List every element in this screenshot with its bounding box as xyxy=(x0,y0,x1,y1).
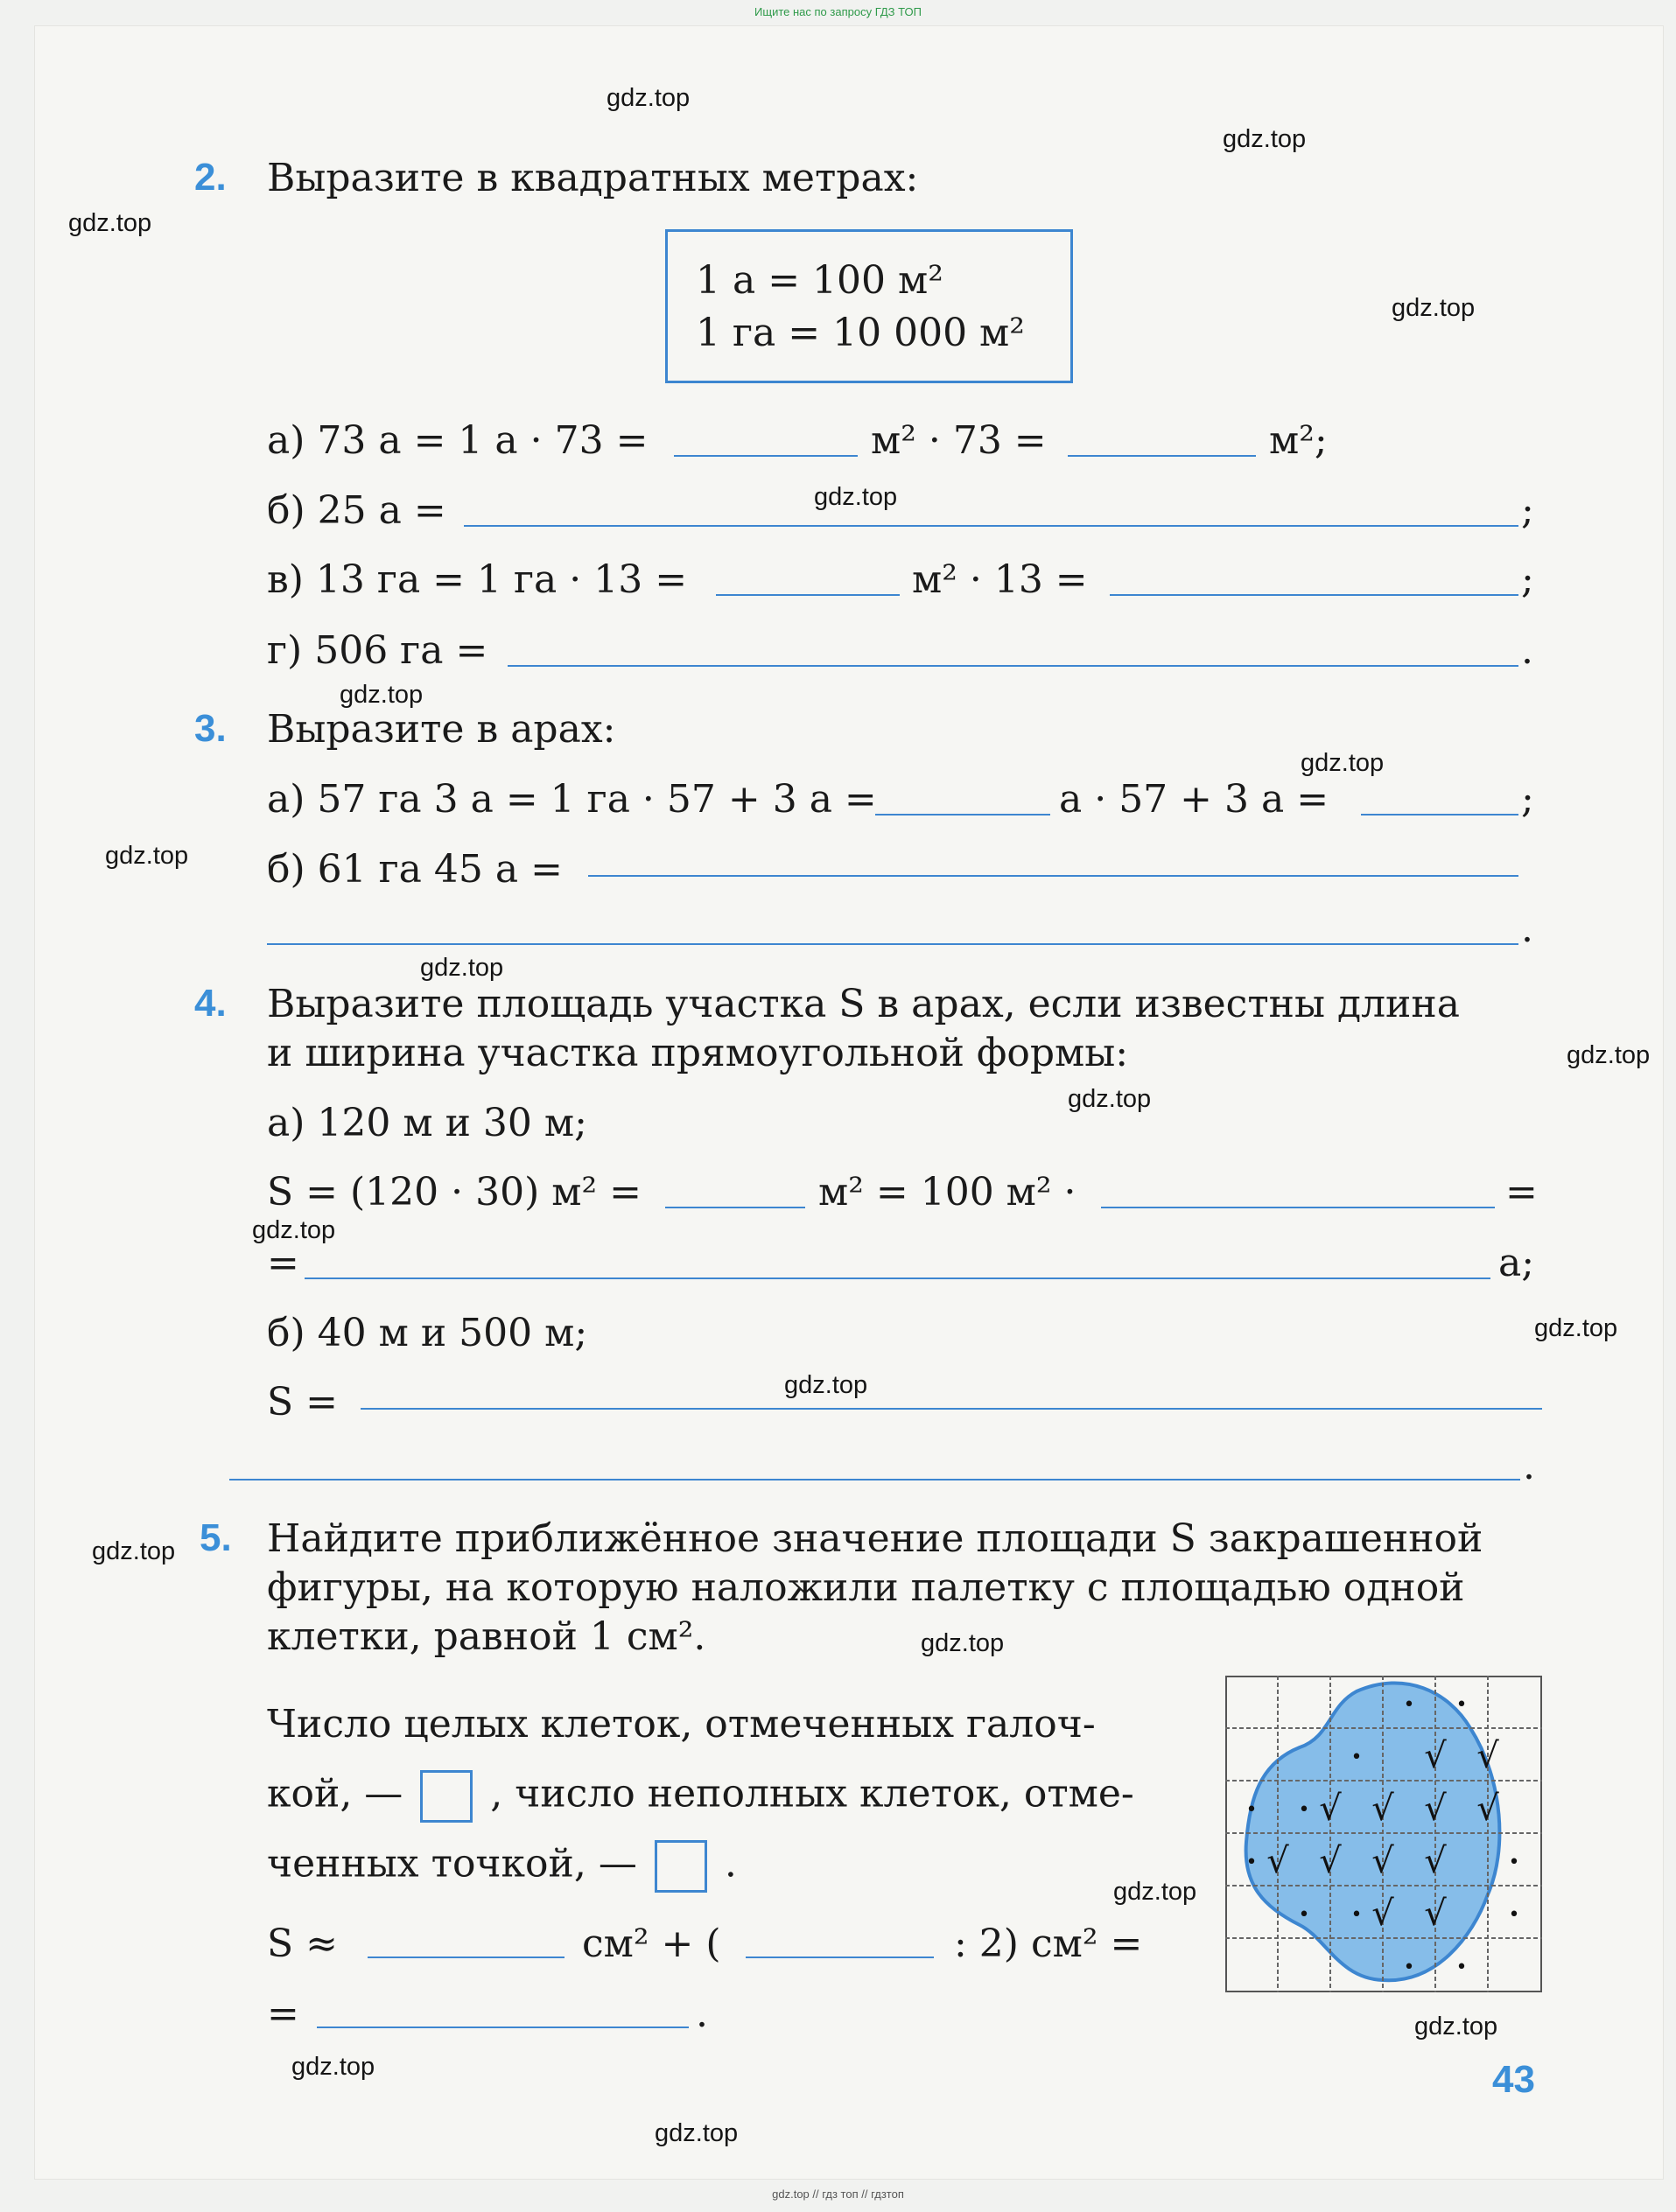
page-number: 43 xyxy=(1492,2058,1535,2101)
task-2b-prefix: б) 25 а = xyxy=(267,488,446,533)
answer-blank[interactable] xyxy=(229,1479,1520,1480)
watermark: gdz.top xyxy=(420,954,504,982)
task-3-title: Выразите в арах: xyxy=(267,707,616,752)
partial-cells-answer-box[interactable] xyxy=(655,1840,707,1893)
watermark: gdz.top xyxy=(784,1371,868,1399)
check-mark: √ xyxy=(1266,1841,1289,1881)
dot-mark: • xyxy=(1403,1956,1415,1978)
palette-grid-figure xyxy=(1225,1676,1542,1992)
rule-line-1: 1 а = 100 м² xyxy=(696,258,943,303)
check-mark: √ xyxy=(1371,1894,1394,1934)
task-2v-prefix: в) 13 га = 1 га · 13 = xyxy=(267,557,688,602)
task-5-formula-mid2: : 2) см² = xyxy=(954,1922,1143,1966)
task-3a-mid: а · 57 + 3 а = xyxy=(1059,777,1329,822)
watermark: gdz.top xyxy=(92,1537,176,1565)
dot-mark: • xyxy=(1298,1904,1310,1926)
dot-mark: • xyxy=(1403,1694,1415,1716)
task-4b-label: б) 40 м и 500 м; xyxy=(267,1311,588,1355)
watermark: gdz.top xyxy=(1392,294,1476,322)
check-mark: √ xyxy=(1424,1788,1447,1829)
task-2g-prefix: г) 506 га = xyxy=(267,628,488,673)
watermark: gdz.top xyxy=(814,483,898,511)
task-3a-end: ; xyxy=(1521,777,1534,822)
answer-blank[interactable] xyxy=(1101,1207,1495,1208)
dot-mark: • xyxy=(1508,1904,1520,1926)
check-mark: √ xyxy=(1424,1841,1447,1881)
task-2a-prefix: а) 73 а = 1 а · 73 = xyxy=(267,418,649,463)
task-5-formula-mid1: см² + ( xyxy=(582,1922,721,1966)
task-3b-end: . xyxy=(1521,906,1533,951)
check-mark: √ xyxy=(1319,1788,1342,1829)
task-4a-formula-end: = xyxy=(1505,1170,1538,1214)
task-2a-mid: м² · 73 = xyxy=(871,418,1047,463)
task-4a-line2-prefix: = xyxy=(267,1241,299,1285)
task-5-formula-line2-prefix: = xyxy=(267,1992,299,2036)
task-5-formula-line2-end: . xyxy=(696,1992,708,2036)
task-5-text-line-2a: кой, — xyxy=(267,1771,403,1816)
task-5-text-line-3a: ченных точкой, — xyxy=(267,1841,637,1886)
answer-blank[interactable] xyxy=(674,455,858,457)
answer-blank[interactable] xyxy=(267,943,1518,945)
check-mark: √ xyxy=(1319,1841,1342,1881)
check-mark: √ xyxy=(1424,1894,1447,1934)
watermark: gdz.top xyxy=(1301,749,1385,777)
dot-mark: • xyxy=(1350,1746,1363,1768)
dot-mark: • xyxy=(1245,1799,1258,1821)
task-4a-label: а) 120 м и 30 м; xyxy=(267,1101,587,1145)
task-5-number: 5. xyxy=(200,1516,232,1559)
task-4b-end: . xyxy=(1523,1444,1535,1488)
answer-blank[interactable] xyxy=(361,1408,1542,1410)
answer-blank[interactable] xyxy=(665,1207,805,1208)
answer-blank[interactable] xyxy=(368,1956,565,1958)
task-5-title-line-3: клетки, равной 1 см². xyxy=(267,1614,706,1659)
watermark: gdz.top xyxy=(1223,125,1307,153)
task-5-text-line-2 xyxy=(267,1770,1134,1823)
watermark: gdz.top xyxy=(1113,1878,1197,1906)
task-4a-formula-mid: м² = 100 м² · xyxy=(818,1170,1076,1214)
answer-blank[interactable] xyxy=(305,1278,1490,1279)
answer-blank[interactable] xyxy=(588,875,1518,877)
answer-blank[interactable] xyxy=(875,814,1050,816)
dot-mark: • xyxy=(1455,1694,1468,1716)
watermark: gdz.top xyxy=(340,681,424,709)
task-5-text-line-3b: . xyxy=(724,1841,737,1886)
rule-box xyxy=(665,229,1073,383)
task-5-title-line-1: Найдите приближённое значение площади S закрашенной xyxy=(267,1516,1483,1561)
watermark: gdz.top xyxy=(252,1216,336,1244)
answer-blank[interactable] xyxy=(464,525,1518,527)
watermark: gdz.top xyxy=(921,1629,1005,1657)
header-note: Ищите нас по запросу ГДЗ ТОП xyxy=(754,5,922,18)
task-4b-formula-prefix: S = xyxy=(267,1380,338,1424)
task-2-title: Выразите в квадратных метрах: xyxy=(267,156,919,200)
check-mark: √ xyxy=(1371,1788,1394,1829)
watermark: gdz.top xyxy=(1567,1041,1651,1069)
dot-mark: • xyxy=(1245,1852,1258,1873)
dot-mark: • xyxy=(1508,1852,1520,1873)
task-2b-end: ; xyxy=(1521,488,1534,533)
task-5-text-line-3 xyxy=(267,1840,737,1893)
answer-blank[interactable] xyxy=(508,665,1518,667)
watermark: gdz.top xyxy=(1068,1085,1152,1113)
task-2v-end: ; xyxy=(1521,557,1534,602)
task-5-text-line-1: Число целых клеток, отмеченных галоч- xyxy=(267,1702,1096,1746)
task-4-title-line-2: и ширина участка прямоугольной формы: xyxy=(267,1031,1129,1075)
task-2g-end: . xyxy=(1521,628,1533,673)
watermark: gdz.top xyxy=(1534,1314,1618,1342)
watermark: gdz.top xyxy=(105,842,189,870)
watermark: gdz.top xyxy=(291,2053,375,2081)
task-4-number: 4. xyxy=(194,982,227,1025)
watermark: gdz.top xyxy=(68,209,152,237)
answer-blank[interactable] xyxy=(746,1956,934,1958)
whole-cells-answer-box[interactable] xyxy=(420,1770,473,1823)
answer-blank[interactable] xyxy=(716,594,900,596)
task-3b-prefix: б) 61 га 45 а = xyxy=(267,847,563,892)
answer-blank[interactable] xyxy=(317,2026,689,2028)
watermark: gdz.top xyxy=(607,84,691,112)
task-4-title-line-1: Выразите площадь участка S в арах, если известны длина xyxy=(267,982,1460,1026)
task-3a-prefix: а) 57 га 3 а = 1 га · 57 + 3 а = xyxy=(267,777,877,822)
dot-mark: • xyxy=(1455,1956,1468,1978)
task-5-formula-prefix: S ≈ xyxy=(267,1922,338,1966)
task-2-number: 2. xyxy=(194,156,227,199)
dot-mark: • xyxy=(1298,1799,1310,1821)
task-2a-end: м²; xyxy=(1269,418,1328,463)
watermark: gdz.top xyxy=(1414,2012,1498,2040)
task-4a-line2-end: а; xyxy=(1498,1241,1535,1285)
task-2v-mid: м² · 13 = xyxy=(912,557,1088,602)
task-3-number: 3. xyxy=(194,707,227,750)
task-5-title-line-2: фигуры, на которую наложили палетку с площадью одной xyxy=(267,1565,1465,1610)
watermark: gdz.top xyxy=(655,2119,739,2147)
footer-note: gdz.top // гдз топ // гдзтоп xyxy=(772,2188,904,2201)
task-5-text-line-2b: , число неполных клеток, отме- xyxy=(490,1771,1134,1816)
dot-mark: • xyxy=(1350,1904,1363,1926)
check-mark: √ xyxy=(1476,1788,1499,1829)
check-mark: √ xyxy=(1424,1736,1447,1776)
answer-blank[interactable] xyxy=(1361,814,1518,816)
check-mark: √ xyxy=(1371,1841,1394,1881)
answer-blank[interactable] xyxy=(1068,455,1256,457)
check-mark: √ xyxy=(1476,1736,1499,1776)
rule-line-2: 1 га = 10 000 м² xyxy=(696,311,1025,355)
task-4a-formula-prefix: S = (120 · 30) м² = xyxy=(267,1170,642,1214)
answer-blank[interactable] xyxy=(1110,594,1518,596)
